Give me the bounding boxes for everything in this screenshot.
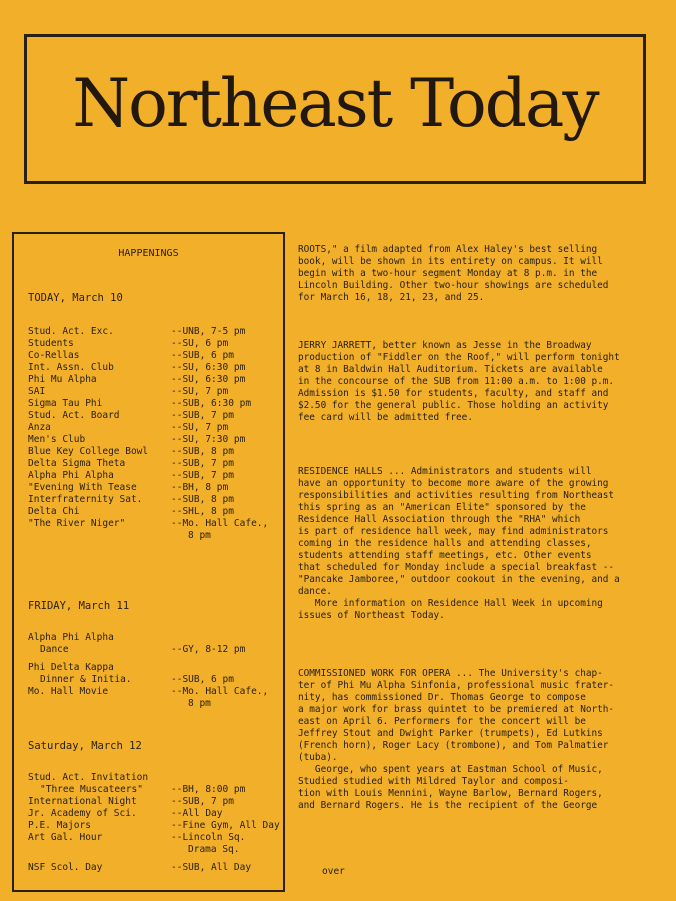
event-time: --Lincoln Sq. <box>171 832 246 843</box>
calendar-heading: HAPPENINGS <box>118 248 179 259</box>
event-name: Int. Assn. Club <box>28 362 114 373</box>
event-name: Sigma Tau Phi <box>28 398 103 409</box>
event-time: --SUB, 6 pm <box>171 674 234 685</box>
event-name: Art Gal. Hour <box>28 832 103 843</box>
event-name: "Evening With Tease <box>28 482 137 493</box>
event-time: --GY, 8-12 pm <box>171 644 246 655</box>
day-header-friday: FRIDAY, March 11 <box>28 600 130 612</box>
page-footer-over: over <box>322 866 345 877</box>
event-name-cont: Dinner & Initia. <box>40 674 132 685</box>
event-time: --SU, 7 pm <box>171 422 229 433</box>
event-time-cont: 8 pm <box>188 530 211 541</box>
event-time: --SUB, 8 pm <box>171 446 234 457</box>
article-commissioned-work: COMMISSIONED WORK FOR OPERA ... The University's chap- ter of Phi Mu Alpha Sinfonia, professional music frater- nity, has commissioned Dr. Thomas George to compose a major work for brass quintet to be premiered at North- east on April 6. Performers for the concert will be Jeffrey Stout and Dwight Parker (trumpets), Ed Lutkins (French horn), Roger Lacy (trombone), and Tom Palmatier (tuba). George, who spent years at Eastman School of Music, Studied studied with Mildred Taylor and composi- tion with Louis Mennini, Wayne Barlow, Bernard Rogers, and Bernard Rogers. He is the recipient of the George <box>298 668 615 811</box>
event-name-cont: "Three Muscateers" <box>40 784 143 795</box>
event-name: Co-Rellas <box>28 350 80 361</box>
event-time: --SU, 6:30 pm <box>171 362 246 373</box>
event-time: --SU, 7:30 pm <box>171 434 246 445</box>
event-name: Phi Mu Alpha <box>28 374 97 385</box>
event-name: Alpha Phi Alpha <box>28 470 114 481</box>
event-time: --SU, 7 pm <box>171 386 229 397</box>
event-name-cont: Dance <box>40 644 69 655</box>
event-name: Delta Sigma Theta <box>28 458 126 469</box>
article-residence-halls: RESIDENCE HALLS ... Administrators and students will have an opportunity to become more aware of the growing responsibilities and activities resulting from Northeast this spring as an "American Elite" sponsored by the Residence Hall Association through the "RHA" which is part of residence hall week, may find administrators coming in the residence halls and attending classes, students attending staff meetings, etc. Other events that scheduled for Monday include a special breakfast -- "Pancake Jamboree," outdoor cookout in the evening, and a dance. More information on Residence Hall Week in upcoming issues of Northeast Today. <box>298 466 620 621</box>
event-name: Mo. Hall Movie <box>28 686 109 697</box>
event-time: --SUB, 6:30 pm <box>171 398 252 409</box>
event-name: Anza <box>28 422 51 433</box>
article-jerry-jarrett: JERRY JARRETT, better known as Jesse in the Broadway production of "Fiddler on the Roof," will perform tonight at 8 in Baldwin Hall Auditorium. Tickets are available in the concourse of the SUB from 11:00 a.m. to 1:00 p.m. Admission is $1.50 for students, faculty, and staff and $2.50 for the general public. Those holding an activity fee card will be admitted free. <box>298 340 620 423</box>
event-time: --SUB, 7 pm <box>171 470 234 481</box>
event-time: --SUB, 7 pm <box>171 410 234 421</box>
event-time: --SUB, 8 pm <box>171 494 234 505</box>
event-name: Blue Key College Bowl <box>28 446 149 457</box>
event-name: Jr. Academy of Sci. <box>28 808 137 819</box>
event-time: --SUB, 7 pm <box>171 458 234 469</box>
event-time: --BH, 8:00 pm <box>171 784 246 795</box>
event-name: NSF Scol. Day <box>28 862 103 873</box>
event-name: Alpha Phi Alpha <box>28 632 114 643</box>
event-time-cont: 8 pm <box>188 698 211 709</box>
event-name: Stud. Act. Board <box>28 410 120 421</box>
event-name: Students <box>28 338 74 349</box>
event-name: P.E. Majors <box>28 820 91 831</box>
event-time: --Mo. Hall Cafe., <box>171 518 269 529</box>
event-time: --BH, 8 pm <box>171 482 229 493</box>
event-time: --SU, 6 pm <box>171 338 229 349</box>
event-name: Phi Delta Kappa <box>28 662 114 673</box>
event-time: --SUB, All Day <box>171 862 252 873</box>
event-name: Interfraternity Sat. <box>28 494 143 505</box>
event-time: --SHL, 8 pm <box>171 506 234 517</box>
event-name: Stud. Act. Exc. <box>28 326 114 337</box>
event-time: --Fine Gym, All Day <box>171 820 280 831</box>
event-name: SAI <box>28 386 46 397</box>
event-name: Delta Chi <box>28 506 80 517</box>
event-time: --All Day <box>171 808 223 819</box>
masthead-title: Northeast Today <box>72 65 598 142</box>
event-time: --SU, 6:30 pm <box>171 374 246 385</box>
day-header-saturday: Saturday, March 12 <box>28 740 142 752</box>
event-time: --SUB, 7 pm <box>171 796 234 807</box>
event-name: Stud. Act. Invitation <box>28 772 149 783</box>
event-name: Men's Club <box>28 434 86 445</box>
article-roots: ROOTS," a film adapted from Alex Haley's best selling book, will be shown in its entirety on campus. It will begin with a two-hour segment Monday at 8 p.m. in the Lincoln Building. Other two-hour showings are scheduled for March 16, 18, 21, 23, and 25. <box>298 244 609 303</box>
masthead <box>24 34 646 184</box>
event-time: --Mo. Hall Cafe., <box>171 686 269 697</box>
event-time: --SUB, 6 pm <box>171 350 234 361</box>
event-name: International Night <box>28 796 137 807</box>
event-time: --UNB, 7-5 pm <box>171 326 246 337</box>
day-header-today: TODAY, March 10 <box>28 292 123 304</box>
happenings-calendar <box>12 232 285 892</box>
event-name: "The River Niger" <box>28 518 126 529</box>
event-time-cont: Drama Sq. <box>188 844 240 855</box>
